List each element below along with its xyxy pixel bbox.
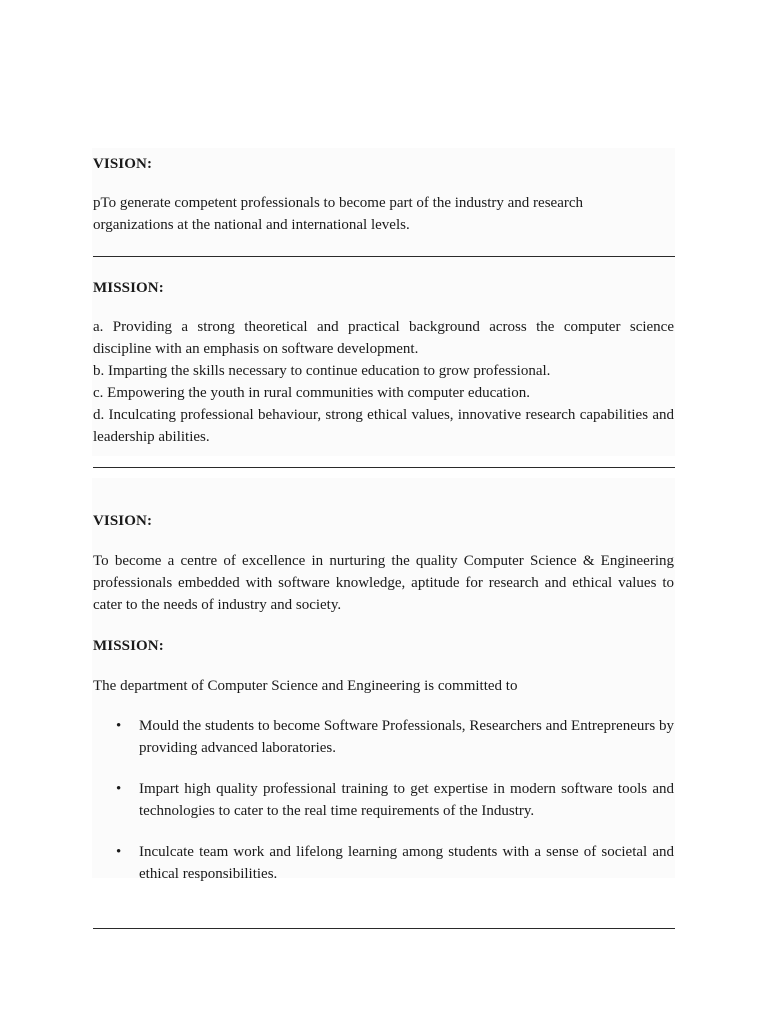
mission-heading-2: MISSION: [93, 638, 164, 654]
divider-1 [93, 256, 675, 257]
mission-heading-1: MISSION: [93, 280, 164, 296]
bullet-icon: • [116, 781, 122, 797]
divider-3 [93, 928, 675, 929]
bullet-icon: • [116, 718, 122, 734]
bullet-text: Inculcate team work and lifelong learning among students with a sense of societal and ethical responsibilities. [139, 844, 674, 882]
vision-heading-2: VISION: [93, 513, 153, 529]
mission-bullet-item [93, 715, 674, 759]
mission-item-a: a. Providing a strong theoretical and practical background across the computer science discipline with an emphasis on software development. [93, 319, 674, 357]
divider-2 [93, 467, 675, 468]
vision-text-1: pTo generate competent professionals to become part of the industry and research organizations at the national and international levels. [93, 195, 584, 233]
bullet-text: Mould the students to become Software Professionals, Researchers and Entrepreneurs by providing advanced laboratories. [139, 718, 674, 756]
vision-text-2: To become a centre of excellence in nurturing the quality Computer Science & Engineering professionals embedded with software knowledge, aptitude for research and ethical values to cater to the needs of industry and society. [93, 553, 674, 613]
vision-heading-1: VISION: [93, 156, 153, 172]
bullet-icon: • [116, 844, 122, 860]
bullet-text: Impart high quality professional training to get expertise in modern software tools and technologies to cater to the real time requirements of the Industry. [139, 781, 674, 819]
mission-bullet-list [93, 715, 674, 904]
mission-bullet-item [93, 841, 674, 885]
mission-bullet-item [93, 778, 674, 822]
mission-list-1 [93, 316, 674, 448]
mission-intro-2: The department of Computer Science and Engineering is committed to [93, 678, 518, 694]
mission-item-c: c. Empowering the youth in rural communities with computer education. [93, 385, 530, 401]
mission-item-b: b. Imparting the skills necessary to continue education to grow professional. [93, 363, 551, 379]
mission-item-d: d. Inculcating professional behaviour, strong ethical values, innovative research capabilities and leadership abilities. [93, 407, 674, 445]
